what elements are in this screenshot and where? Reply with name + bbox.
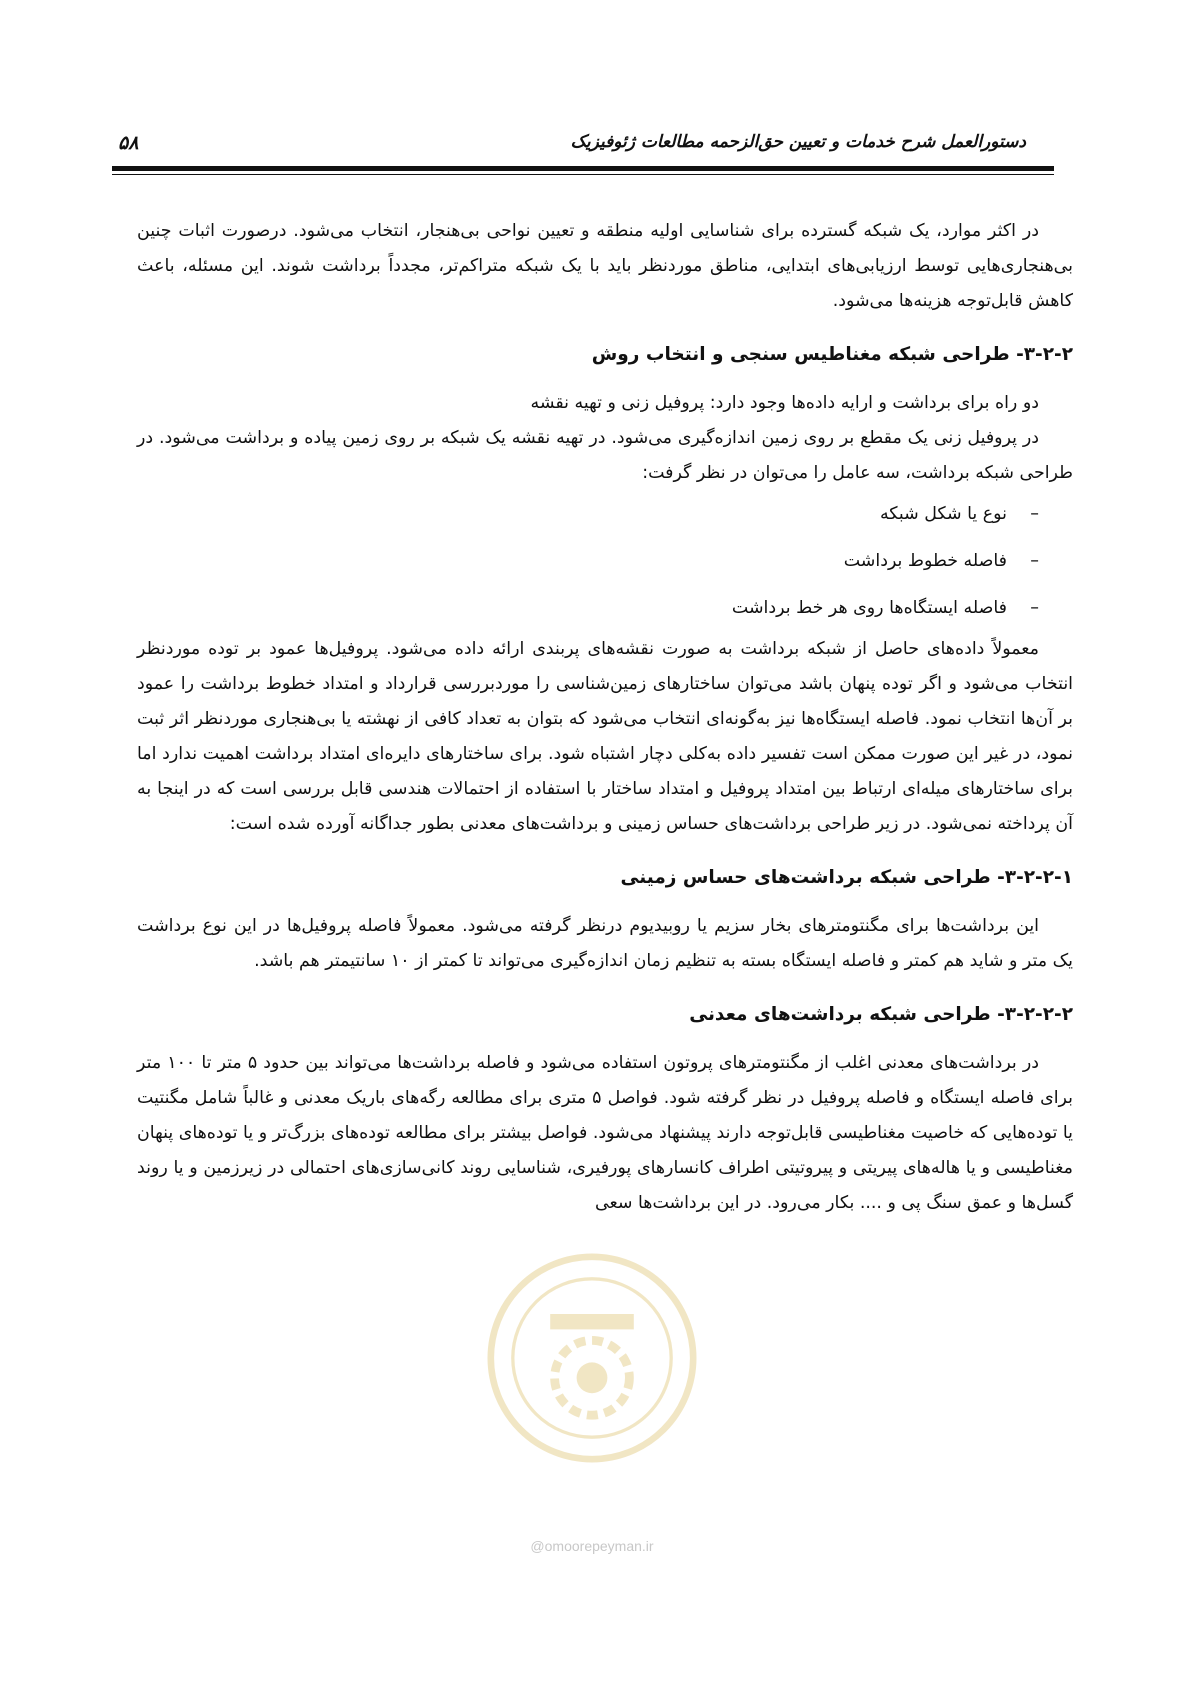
bullet-marker: – — [1030, 598, 1039, 618]
paragraph-grid-data: معمولاً داده‌های حاصل از شبکه برداشت به صورت نقشه‌های پربندی ارائه داده می‌شود. پروفیل‌ها عمود بر توده موردنظر انتخاب می‌شود و اگر توده پنهان باشد می‌توان ساختارهای زمین‌شناسی را موردبررسی قرارداد و امتداد خطوط برداشت را عمود بر آن‌ها انتخاب نمود. فاصله ایستگاه‌ها نیز به‌گونه‌ای انتخاب می‌شود که بتوان به تعداد کافی از نهشته یا بی‌هنجاری موردنظر اثر ثبت نمود، در غیر این صورت ممکن است تفسیر داده به‌کلی دچار اشتباه شود. برای ساختارهای دایره‌ای امتداد برداشت اهمیت ندارد اما برای ساختارهای میله‌ای ارتباط بین امتداد پروفیل و امتداد ساختار با استفاده از احتمالات هندسی قابل بررسی است که در اینجا به آن پرداخته نمی‌شود. در زیر طراحی برداشت‌های حساس زمینی و برداشت‌های معدنی بطور جداگانه آورده شده است: — [137, 639, 1073, 834]
paragraph-methods: دو راه برای برداشت و ارایه داده‌ها وجود دارد: پروفیل زنی و تهیه نقشه — [530, 393, 1039, 413]
page-number: ۵۸ — [118, 132, 139, 154]
section-heading-3-2-2-2: ۳-۲-۲-۲- طراحی شبکه برداشت‌های معدنی — [689, 1004, 1073, 1025]
bullet-marker: – — [1030, 504, 1039, 524]
body-content — [137, 214, 1073, 1221]
watermark-seal-icon — [482, 1248, 702, 1468]
section-heading-3-2-2: ۳-۲-۲- طراحی شبکه مغناطیس سنجی و انتخاب روش — [591, 344, 1073, 365]
paragraph-intro: در اکثر موارد، یک شبکه گسترده برای شناسایی اولیه منطقه و تعیین نواحی بی‌هنجار، انتخاب می‌شود. درصورت اثبات چنین بی‌هنجاری‌هایی توسط ارزیابی‌های ابتدایی، مناطق موردنظر باید با یک شبکه متراکم‌تر، مجدداً برداشت شوند. این مسئله، باعث کاهش قابل‌توجه هزینه‌ها می‌شود. — [137, 221, 1073, 311]
paragraph-mineral-survey: در برداشت‌های معدنی اغلب از مگنتومترهای پروتون استفاده می‌شود و فاصله برداشت‌ها می‌تواند بین حدود ۵ متر تا ۱۰۰ متر برای فاصله ایستگاه و فاصله پروفیل در نظر گرفته شود. فواصل ۵ متری برای مطالعه رگه‌های باریک معدنی و غالباً شامل مگنتیت یا توده‌هایی که خاصیت مغناطیسی قابل‌توجه دارند پیشنهاد می‌شود. فواصل بیشتر برای مطالعه توده‌های بزرگ‌تر و یا توده‌های پنهان مغناطیسی و یا هاله‌های پیریتی و پیروتیتی اطراف کانسارهای پورفیری، شناسایی روند کانی‌سازی‌های احتمالی در زیرزمین و یا روند گسل‌ها و عمق سنگ پی و .... بکار می‌رود. در این برداشت‌ها سعی — [137, 1053, 1073, 1213]
header-rule-thin — [112, 174, 1054, 175]
list-item: –فاصله خطوط برداشت — [137, 538, 1039, 585]
bullet-marker: – — [1030, 551, 1039, 571]
list-item: –فاصله ایستگاه‌ها روی هر خط برداشت — [137, 585, 1039, 632]
header-rule-thick — [112, 166, 1054, 171]
page-header — [118, 128, 1054, 168]
list-item: –نوع یا شکل شبکه — [137, 491, 1039, 538]
paragraph-profiling: در پروفیل زنی یک مقطع بر روی زمین اندازه‌گیری می‌شود. در تهیه نقشه یک شبکه بر روی زمین پیاده و برداشت می‌شود. در طراحی شبکه برداشت، سه عامل را می‌توان در نظر گرفت: — [137, 428, 1073, 483]
section-heading-3-2-2-1: ۳-۲-۲-۱- طراحی شبکه برداشت‌های حساس زمینی — [620, 867, 1073, 888]
paragraph-sensitive-survey: این برداشت‌ها برای مگنتومترهای بخار سزیم یا روبیدیوم درنظر گرفته می‌شود. معمولاً فاصله پروفیل‌ها در این نوع برداشت یک متر و شاید هم کمتر و فاصله ایستگاه بسته به تنظیم زمان اندازه‌گیری می‌تواند تا کمتر از ۱۰ سانتیمتر هم باشد. — [137, 916, 1073, 971]
header-title: دستورالعمل شرح خدمات و تعیین حق‌الزحمه مطالعات ژئوفیزیک — [570, 132, 1026, 152]
factor-list — [137, 491, 1073, 632]
watermark-text: @omoorepeyman.ir — [530, 1538, 654, 1554]
